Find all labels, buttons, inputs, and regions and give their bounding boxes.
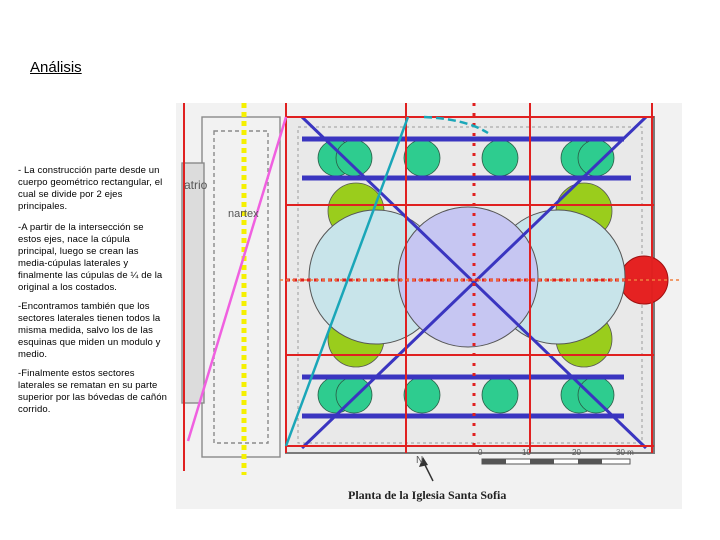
scale-tick-20: 20 (572, 448, 581, 457)
analysis-text (18, 165, 168, 423)
paragraph-2: -A partir de la intersección se estos ejes, nace la cúpula principal, luego se crean las media-cúpulas laterales y finalmente las cúpulas de ¼ de la original a los costados. (18, 222, 163, 293)
plan-caption: Planta de la Iglesia Santa Sofia (348, 488, 507, 502)
north-label: N (416, 455, 424, 466)
paragraph-1: - La construcción parte desde un cuerpo geométrico rectangular, el cual se divide por 2 ejes principales. (18, 165, 163, 212)
label-atrio: atrio (184, 178, 208, 192)
scale-tick-30: 30 m (616, 448, 634, 457)
scale-tick-0: 0 (478, 448, 483, 457)
scale-tick-10: 10 (522, 448, 531, 457)
paragraph-4: -Finalmente estos sectores laterales se rematan en su parte superior por las bóvedas de cañón corrido. (18, 368, 168, 415)
page-title: Análisis (30, 59, 82, 76)
label-nartex: nartex (228, 208, 259, 220)
floor-plan-diagram (176, 103, 682, 509)
paragraph-3: -Encontramos también que los sectores laterales tienen todos la misma medida, salvo los de las esquinas que miden un modulo y medio. (18, 301, 161, 360)
floor-plan-figure (176, 103, 682, 509)
